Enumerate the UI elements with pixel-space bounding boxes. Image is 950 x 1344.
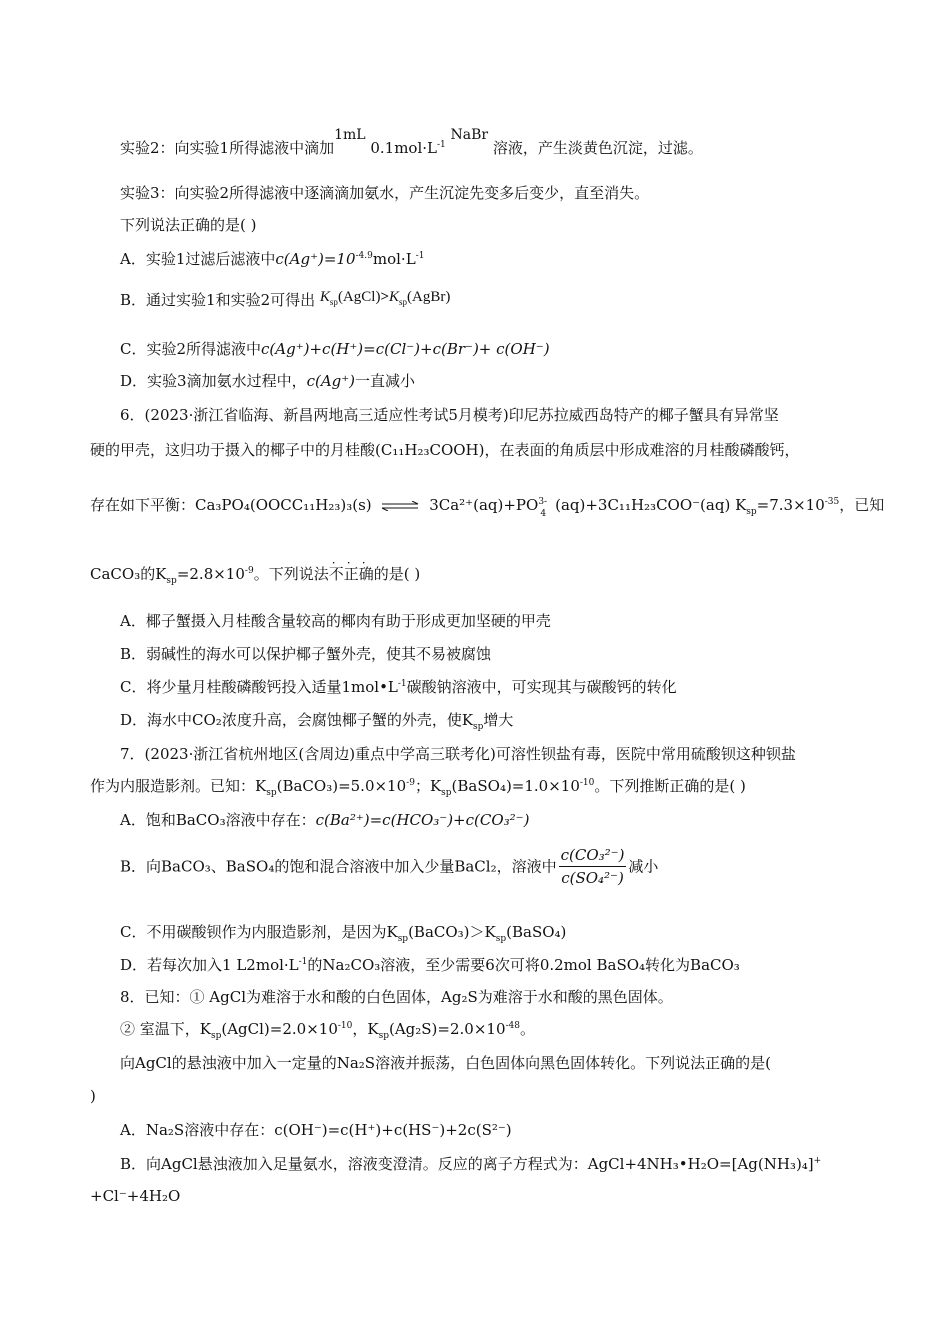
superscript: -1 <box>436 140 446 150</box>
question-8-option-a: A．Na₂S溶液中存在：c(OH⁻)=c(H⁺)+c(HS⁻)+2c(S²⁻) <box>120 1121 512 1139</box>
superscript: -10 <box>337 1021 353 1031</box>
subscript: sp <box>210 1031 222 1041</box>
subscript: sp <box>746 507 757 517</box>
question-7-option-d <box>120 955 740 975</box>
emphasis-zheng: 正 <box>343 565 359 583</box>
question-6-option-a: A．椰子蟹摄入月桂酸含量较高的椰肉有助于形成更加坚硬的甲壳 <box>120 612 551 630</box>
greater-than: > <box>380 289 389 305</box>
text: 溶液，产生淡黄色沉淀，过滤。 <box>492 139 703 157</box>
question-5-option-a <box>120 249 424 269</box>
expression: c(Ag⁺)+c(H⁺)=c(Cl⁻)+c(Br⁻)+ c(OH⁻) <box>261 340 550 358</box>
subscript: sp <box>378 1031 389 1041</box>
question-8-option-b <box>120 1154 821 1174</box>
superscript: -35 <box>824 497 840 507</box>
question-6-option-b: B．弱碱性的海水可以保护椰子蟹外壳，使其不易被腐蚀 <box>120 645 492 663</box>
concentration: 0.1mol·L <box>365 139 437 157</box>
superscript: -4.9 <box>355 251 373 261</box>
text: 一直减小 <box>355 372 416 390</box>
question-8-line-2 <box>120 1019 535 1039</box>
text: 减小 <box>628 857 659 876</box>
emphasis-que: 确 <box>358 565 374 583</box>
superscript: -1 <box>397 679 407 689</box>
subscript: sp <box>397 934 409 944</box>
subscript: sp <box>329 297 338 307</box>
text: B．向BaCO₃、BaSO₄的饱和混合溶液中加入少量BaCl₂，溶液中 <box>120 857 557 876</box>
text: D．海水中CO₂浓度升高，会腐蚀椰子蟹的外壳，使K <box>120 711 474 729</box>
unit: mol·L <box>372 250 416 268</box>
k-symbol: K <box>319 289 330 305</box>
text: 增大 <box>483 711 514 729</box>
question-8-line-1: 8．已知：① AgCl为难溶于水和酸的白色固体，Ag₂S为难溶于水和酸的黑色固体。 <box>120 988 673 1006</box>
question-8-line-4: ) <box>90 1087 96 1105</box>
text: 实验2：向实验1所得滤液中滴加 <box>120 139 335 157</box>
subscript: sp <box>441 788 452 798</box>
question-5-option-b <box>120 290 450 311</box>
subscript: sp <box>166 576 177 586</box>
text: (BaCO₃)=5.0×10 <box>276 777 407 795</box>
expression: c(Ag⁺) <box>306 372 356 390</box>
experiment-2-line <box>120 127 703 159</box>
question-6-option-c <box>120 677 677 697</box>
text: (Ag₂S)=2.0×10 <box>388 1020 506 1038</box>
text: D．实验3滴加氨水过程中， <box>120 372 307 390</box>
superscript: -1 <box>298 957 308 967</box>
superscript: -9 <box>244 566 254 576</box>
text: 。下列说法 <box>253 565 329 583</box>
text: C．不用碳酸钡作为内服造影剂，是因为K <box>120 923 398 941</box>
text: C．将少量月桂酸磷酸钙投入适量1mol•L <box>120 678 398 696</box>
text: 作为内服造影剂。已知：K <box>90 777 267 795</box>
subscript: sp <box>399 297 408 307</box>
text: 的是( ) <box>373 565 421 583</box>
text: 。下列推断正确的是( ) <box>594 777 746 795</box>
expression: c(Ba²⁺)=c(HCO₃⁻)+c(CO₃²⁻) <box>315 811 530 829</box>
superscript: + <box>813 1156 822 1166</box>
text: =2.8×10 <box>176 565 245 583</box>
text: (BaSO₄)=1.0×10 <box>451 777 580 795</box>
question-6-option-d <box>120 710 513 730</box>
question-5-stem: 下列说法正确的是( ) <box>120 216 257 234</box>
subscript: sp <box>266 788 277 798</box>
reagent-label: NaBr <box>450 127 489 143</box>
question-7-option-b <box>120 844 658 889</box>
text: C．实验2所得滤液中 <box>120 340 262 358</box>
question-8-option-b-cont: +Cl⁻+4H₂O <box>90 1187 181 1205</box>
text: CaCO₃的K <box>90 565 167 583</box>
subscript: sp <box>473 722 484 732</box>
agcl: (AgCl) <box>337 289 381 305</box>
equilibrium-arrow-icon <box>380 501 420 511</box>
question-5-option-c <box>120 339 550 359</box>
question-7-option-a <box>120 810 529 830</box>
text: ，K <box>352 1020 379 1038</box>
question-6-equilibrium: 存在如下平衡：Ca₃PO₄(OOCC₁₁H₂₃)₃(s) 3Ca²⁺(aq)+PO 3- 4 (aq)+3C₁₁H₂₃COO⁻(aq) $K_{sp}=7.3\times 10^{-35}$，已知 <box>90 496 885 519</box>
superscript: -9 <box>406 778 415 788</box>
text: =7.3×10 <box>756 496 825 514</box>
text: 的Na₂CO₃溶液，至少需要6次可将0.2mol BaSO₄转化为BaCO₃ <box>307 956 740 974</box>
concentration-ratio <box>559 844 627 889</box>
question-5-option-d <box>120 371 415 391</box>
text: A．饱和BaCO₃溶液中存在： <box>120 811 316 829</box>
volume-label: 1mL <box>334 127 366 143</box>
text: A．实验1过滤后滤液中 <box>120 250 276 268</box>
k-symbol: K <box>389 289 400 305</box>
denominator: c(SO₄²⁻) <box>561 869 624 887</box>
text: D．若每次加入1 L2mol·L <box>120 956 299 974</box>
question-7-line-1: 7．(2023·浙江省杭州地区(含周边)重点中学高三联考化)可溶性钡盐有毒，医院中常用硫酸钡这种钡盐 <box>120 745 796 763</box>
question-7-line-2 <box>90 776 746 796</box>
text: ，已知 <box>839 496 885 514</box>
text: 存在如下平衡：Ca₃PO₄(OOCC₁₁H₂₃)₃(s) <box>90 496 372 514</box>
superscript: -48 <box>505 1021 520 1031</box>
experiment-3-line: 实验3：向实验2所得滤液中逐滴滴加氨水，产生沉淀先变多后变少，直至消失。 <box>120 184 650 202</box>
text: ② 室温下，K <box>120 1020 211 1038</box>
text: 3Ca²⁺(aq)+PO <box>429 496 539 514</box>
emphasis-bu: 不 <box>328 565 344 583</box>
subscript: sp <box>495 934 507 944</box>
question-6-line-2: 硬的甲壳，这归功于摄入的椰子中的月桂酸(C₁₁H₂₃COOH)，在表面的角质层中形成难溶的月桂酸磷酸钙， <box>90 441 800 459</box>
expression: c(Ag⁺)=10 <box>275 250 356 268</box>
superscript: -10 <box>579 778 595 788</box>
text: (aq)+3C₁₁H₂₃COO⁻(aq) K <box>555 496 747 514</box>
text: ；K <box>414 777 442 795</box>
text: 碳酸钠溶液中，可实现其与碳酸钙的转化 <box>406 678 677 696</box>
text: B．向AgCl悬浊液加入足量氨水，溶液变澄清。反应的离子方程式为：AgCl+4NH₃•H₂O=[Ag(NH₃)₄] <box>120 1155 814 1173</box>
text: B．通过实验1和实验2可得出 <box>120 291 316 309</box>
superscript: -1 <box>415 251 425 261</box>
question-7-option-c <box>120 922 566 942</box>
numerator: c(CO₃²⁻) <box>559 844 627 867</box>
ksp-comparison <box>320 289 450 305</box>
text: 。 <box>520 1020 536 1038</box>
question-8-line-3: 向AgCl的悬浊液中加入一定量的Na₂S溶液并振荡，白色固体向黑色固体转化。下列说法正确的是( <box>120 1054 771 1072</box>
text: (BaCO₃)＞K <box>408 923 496 941</box>
question-6-line-4 <box>90 564 420 584</box>
question-6-line-1: 6．(2023·浙江省临海、新昌两地高三适应性考试5月模考)印尼苏拉威西岛特产的椰子蟹具有异常坚 <box>120 406 779 424</box>
text: (BaSO₄) <box>506 923 567 941</box>
text: (AgCl)=2.0×10 <box>221 1020 338 1038</box>
agbr: (AgBr) <box>407 289 451 305</box>
